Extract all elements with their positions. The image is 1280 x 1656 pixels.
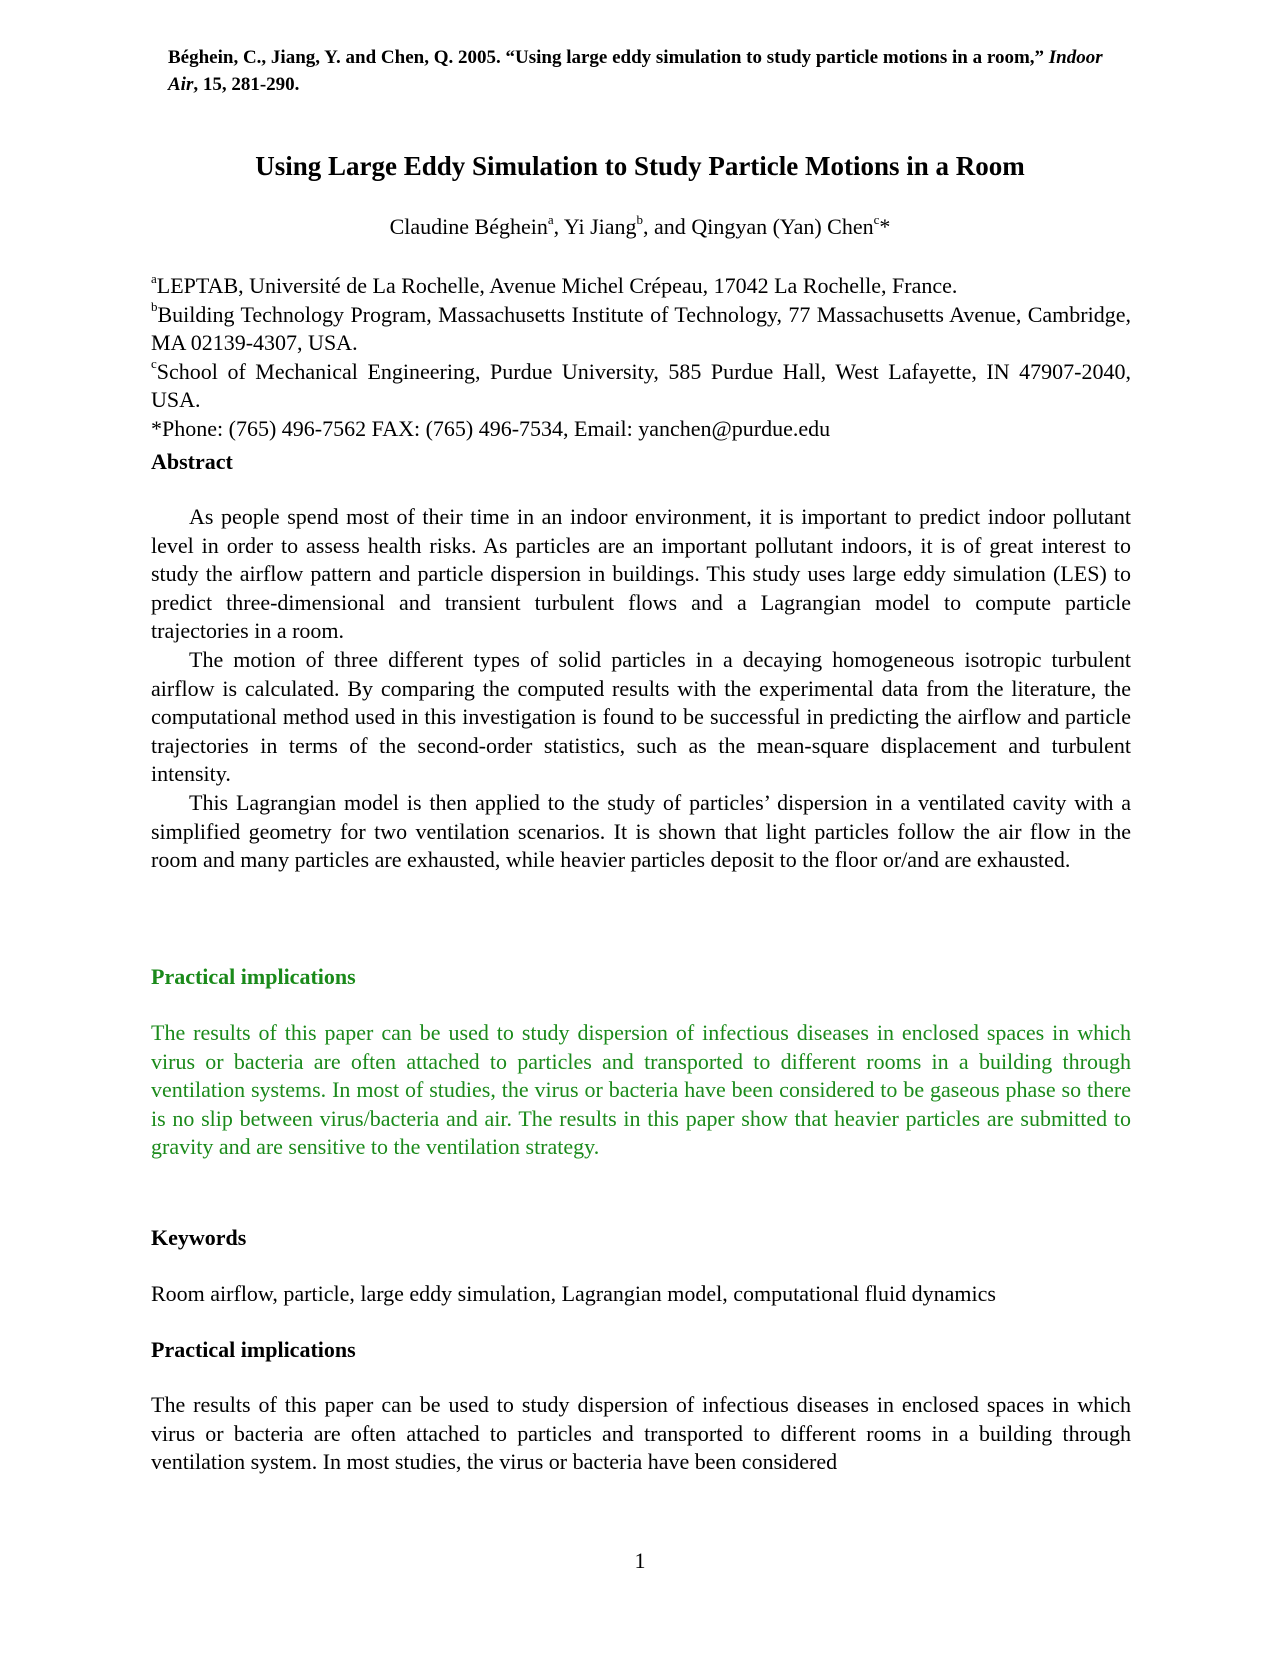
abstract-body <box>151 503 1131 875</box>
author-separator: , and <box>643 214 692 239</box>
author-separator: , <box>553 214 564 239</box>
practical-implications-body-green <box>151 1019 1131 1162</box>
abstract-paragraph: This Lagrangian model is then applied to the study of particles’ dispersion in a ventilated cavity with a simplified geometry for two ventilation scenarios. It is shown that light particles follow the air flow in the room and many particles are exhausted, while heavier particles deposit to the floor or/and are exhausted. <box>151 789 1131 873</box>
author-affil-mark: a <box>547 211 554 227</box>
practical-implications-body <box>151 1391 1131 1477</box>
page-number: 1 <box>634 1548 646 1573</box>
corresponding-author-mark: * <box>879 214 891 239</box>
practical-implications-heading-green: Practical implications <box>151 964 356 989</box>
affiliation-text: LEPTAB, Université de La Rochelle, Avenue Michel Crépeau, 17042 La Rochelle, France. <box>156 273 958 298</box>
abstract-paragraph: The motion of three different types of solid particles in a decaying homogeneous isotropic turbulent airflow is calculated. By comparing the computed results with the experimental data from the literature, the computational method used in this investigation is found to be successful in predicting the airflow and particle trajectories in terms of the second-order statistics, such as the mean-square displacement and turbulent intensity. <box>151 646 1131 787</box>
author-name: Qingyan (Yan) Chen <box>691 214 874 239</box>
affiliation-b <box>151 301 1131 358</box>
practical-implications-heading: Practical implications <box>151 1337 356 1362</box>
author-list <box>0 212 1280 242</box>
author-name: Yi Jiang <box>563 214 637 239</box>
citation-journal: Indoor Air <box>168 47 1103 95</box>
affiliation-mark: b <box>151 299 158 315</box>
affiliation-text: School of Mechanical Engineering, Purdue University, 585 Purdue Hall, West Lafayette, IN 47907-2040, USA. <box>151 358 1131 413</box>
abstract-paragraph: As people spend most of their time in an indoor environment, it is important to predict indoor pollutant level in order to assess health risks. As particles are an important pollutant indoors, it is of great interest to study the airflow pattern and particle dispersion in buildings. This study uses large eddy simulation (LES) to predict three-dimensional and transient turbulent flows and a Lagrangian model to compute particle trajectories in a room. <box>151 504 1131 644</box>
abstract-heading: Abstract <box>151 449 233 474</box>
affiliation-mark: a <box>151 270 157 286</box>
author-affil-mark: b <box>636 211 644 227</box>
citation-authors-year: Béghein, C., Jiang, Y. and Chen, Q. 2005. “Using large eddy simulation to study particle motions in a room,” <box>168 47 1045 68</box>
keywords-text: Room airflow, particle, large eddy simulation, Lagrangian model, computational fluid dynamics <box>151 1281 996 1306</box>
practical-implications-paragraph: The results of this paper can be used to study dispersion of infectious diseases in enclosed spaces in which virus or bacteria are often attached to particles and transported to different rooms in a building through ventilation system. In most studies, the virus or bacteria have been considered <box>151 1392 1131 1475</box>
affiliation-a <box>151 272 1131 301</box>
affiliation-c <box>151 358 1131 415</box>
citation-volume-pages: , 15, 281-290. <box>193 74 300 95</box>
affiliation-text: Building Technology Program, Massachusetts Institute of Technology, 77 Massachusetts Avenue, Cambridge, MA 02139-4307, USA. <box>151 301 1131 356</box>
affiliations-block <box>151 272 1131 444</box>
author-name: Claudine Béghein <box>389 214 548 239</box>
citation-header <box>168 44 1118 98</box>
affiliation-mark: c <box>151 356 157 372</box>
contact-info: *Phone: (765) 496-7562 FAX: (765) 496-7534, Email: yanchen@purdue.edu <box>151 415 831 441</box>
keywords-body <box>151 1280 1131 1309</box>
practical-implications-paragraph: The results of this paper can be used to study dispersion of infectious diseases in enclosed spaces in which virus or bacteria are often attached to particles and transported to different rooms in a building through ventilation systems. In most of studies, the virus or bacteria have been considered to be gaseous phase so there is no slip between virus/bacteria and air. The results in this paper show that heavier particles are submitted to gravity and are sensitive to the ventilation strategy. <box>151 1020 1131 1160</box>
paper-title: Using Large Eddy Simulation to Study Particle Motions in a Room <box>255 151 1025 181</box>
author-affil-mark: c <box>873 211 880 227</box>
keywords-heading: Keywords <box>151 1225 247 1250</box>
